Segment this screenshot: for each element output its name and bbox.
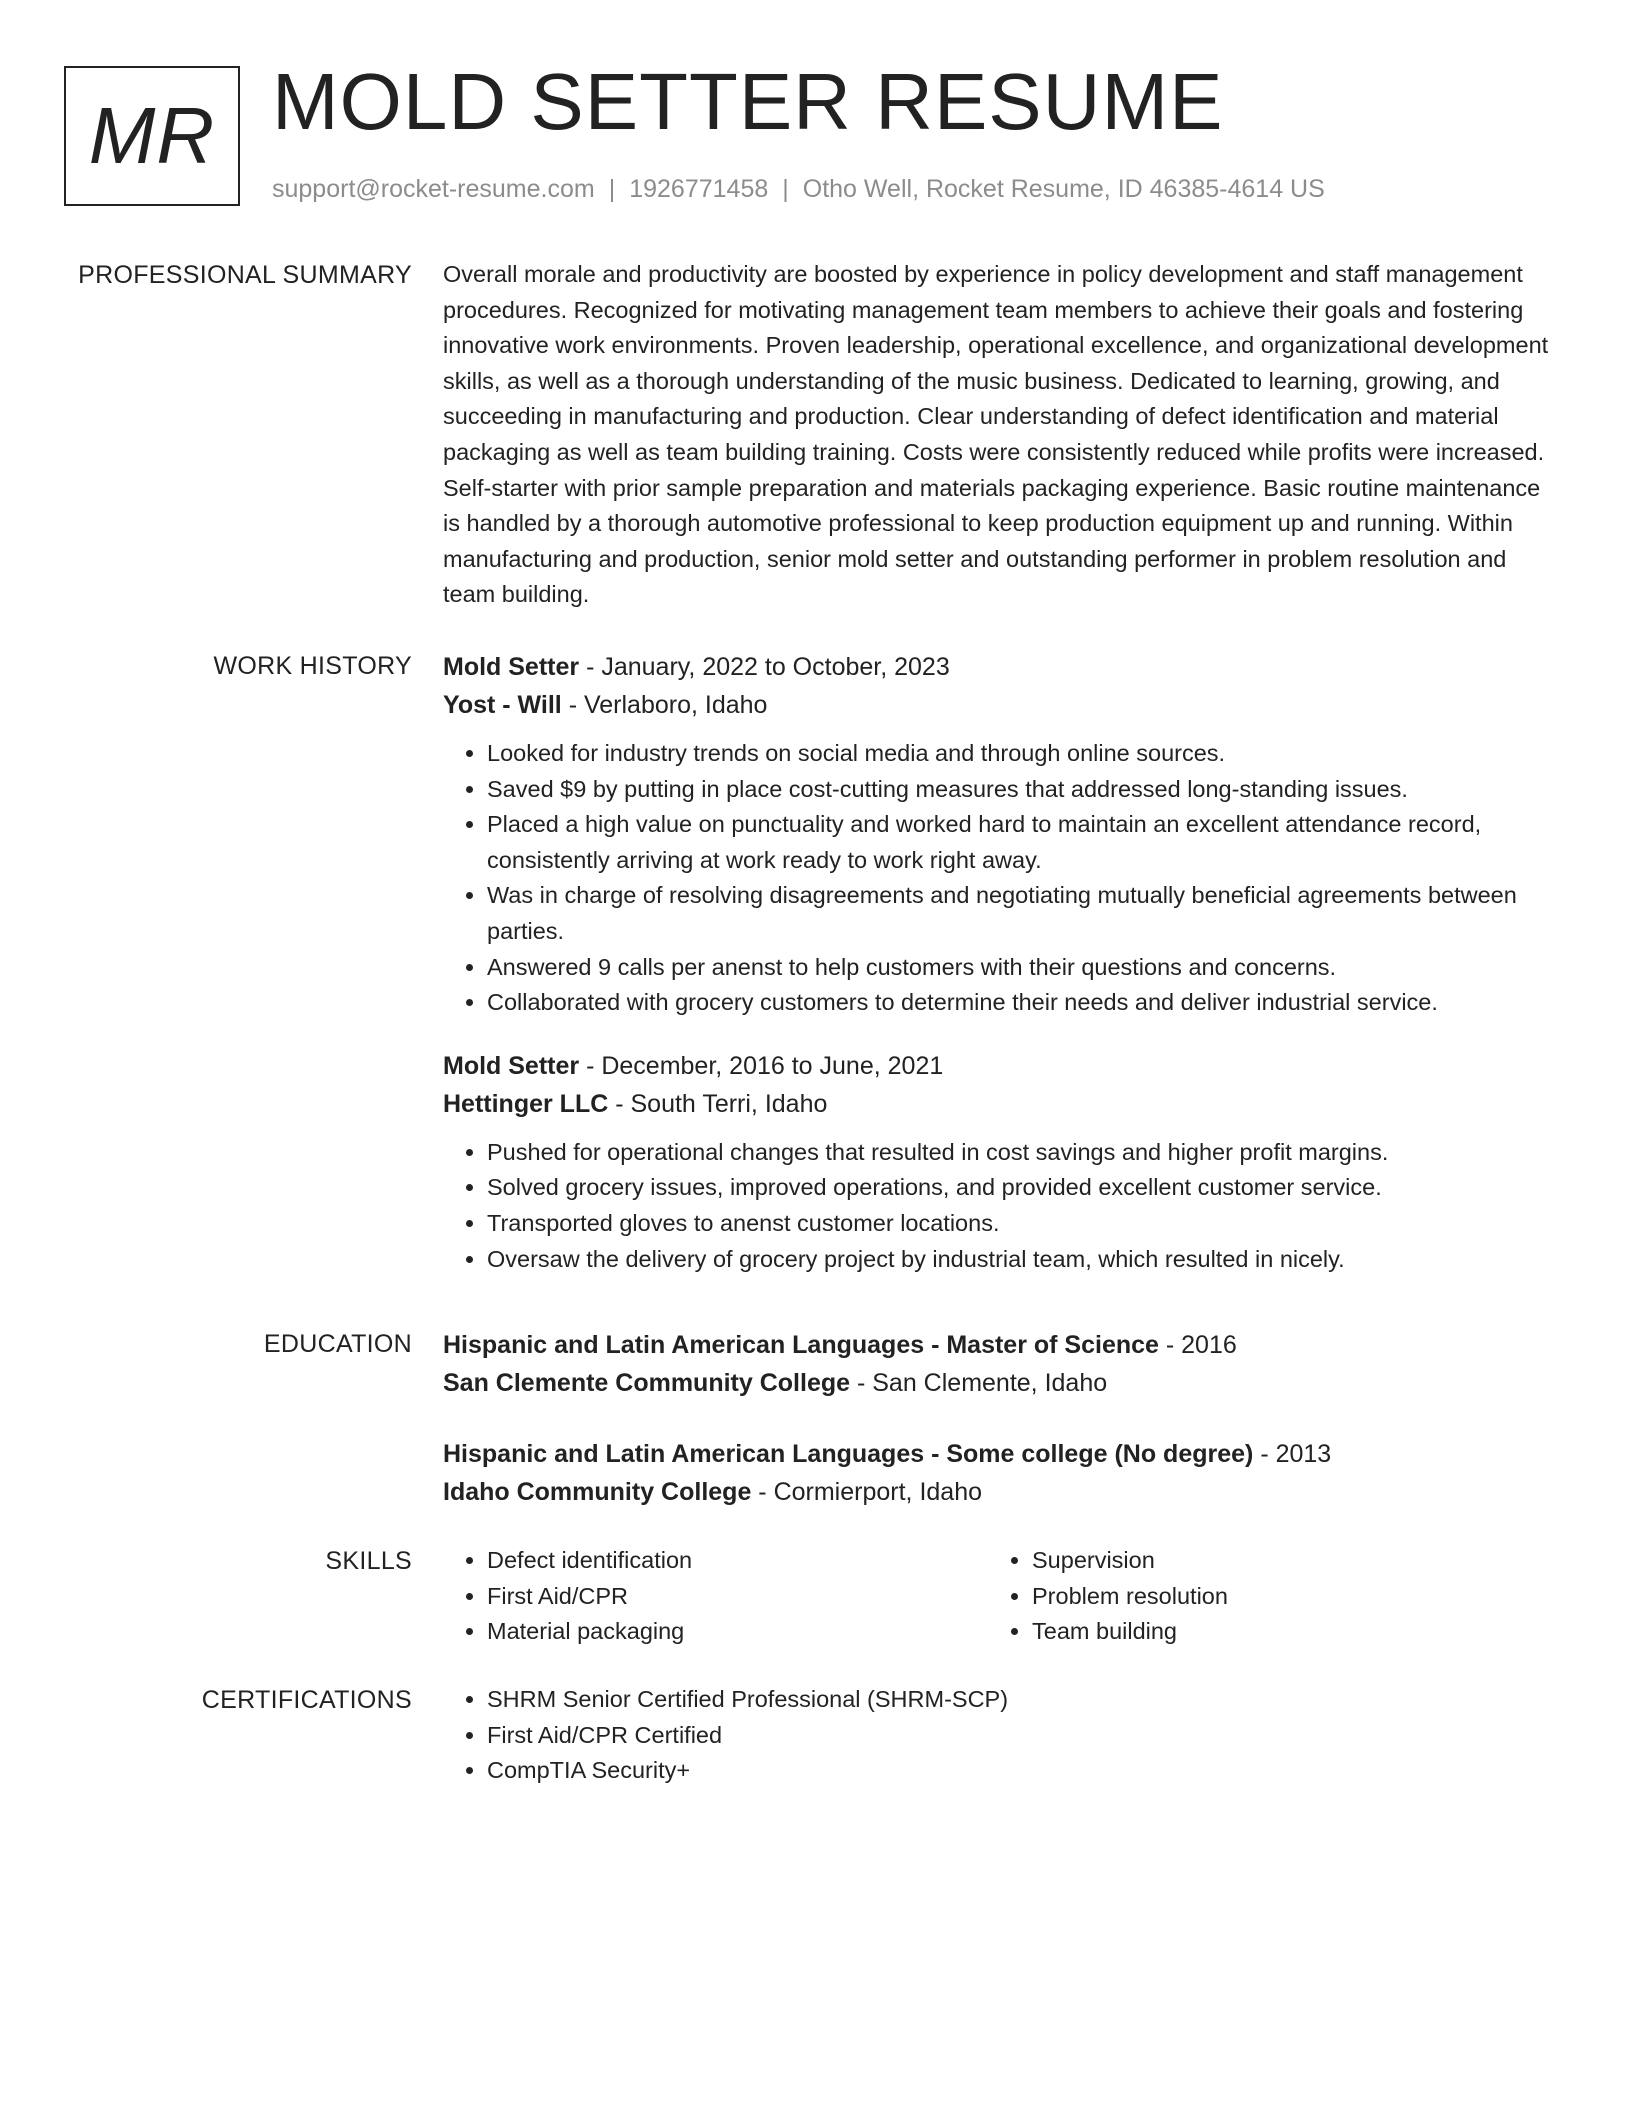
skill-item: • First Aid/CPR xyxy=(487,1579,988,1615)
job-entry xyxy=(443,1047,1555,1277)
certifications-list xyxy=(443,1682,1555,1789)
job-bullet: • Placed a high value on punctuality and worked hard to maintain an excellent attendance record, consistently arriving at work ready to work right away. xyxy=(487,807,1555,878)
contact-phone[interactable]: 1926771458 xyxy=(629,175,769,203)
education-school-line xyxy=(443,1364,1555,1402)
skills-grid xyxy=(443,1543,1555,1650)
job-bullet: • Looked for industry trends on social media and through online sources. xyxy=(487,736,1555,772)
education-school: Idaho Community College xyxy=(443,1478,752,1506)
job-location: - South Terri, Idaho xyxy=(608,1089,828,1118)
job-dates: - December, 2016 to June, 2021 xyxy=(579,1051,944,1080)
section-label-skills: SKILLS xyxy=(325,1547,412,1575)
resume-title: MOLD SETTER RESUME xyxy=(272,57,1224,146)
skill-item: • Defect identification xyxy=(487,1543,988,1579)
job-title-line xyxy=(443,1047,1555,1085)
education-degree-line xyxy=(443,1435,1555,1473)
job-bullet: • Was in charge of resolving disagreements and negotiating mutually beneficial agreements between parties. xyxy=(487,878,1555,949)
education-school: San Clemente Community College xyxy=(443,1369,851,1397)
contact-line xyxy=(272,172,1325,206)
section-label-work-history: WORK HISTORY xyxy=(213,652,412,680)
certification-item: • SHRM Senior Certified Professional (SHRM-SCP) xyxy=(487,1682,1555,1718)
certification-item: • First Aid/CPR Certified xyxy=(487,1718,1555,1754)
education-location: - Cormierport, Idaho xyxy=(751,1478,982,1506)
skill-item: • Material packaging xyxy=(487,1614,988,1650)
skills-column xyxy=(988,1543,1533,1650)
skill-item: • Supervision xyxy=(1032,1543,1533,1579)
job-bullets xyxy=(443,736,1555,1021)
education-degree: Hispanic and Latin American Languages - Some college (No degree) xyxy=(443,1440,1254,1468)
job-title: Mold Setter xyxy=(443,653,580,681)
skills-column xyxy=(443,1543,988,1650)
education-degree-line xyxy=(443,1326,1555,1364)
monogram-logo: MR xyxy=(64,66,240,206)
skill-item: • Team building xyxy=(1032,1614,1533,1650)
job-bullet: • Solved grocery issues, improved operations, and provided excellent customer service. xyxy=(487,1170,1555,1206)
job-bullets xyxy=(443,1135,1555,1277)
job-bullet: • Answered 9 calls per anenst to help customers with their questions and concerns. xyxy=(487,950,1555,986)
education-year: - 2016 xyxy=(1158,1331,1237,1359)
education-entry xyxy=(443,1326,1555,1402)
job-bullet: • Transported gloves to anenst customer locations. xyxy=(487,1206,1555,1242)
contact-address: Otho Well, Rocket Resume, ID 46385-4614 US xyxy=(802,175,1325,203)
section-label-summary: PROFESSIONAL SUMMARY xyxy=(78,261,412,289)
job-bullet: • Saved $9 by putting in place cost-cutting measures that addressed long-standing issues. xyxy=(487,772,1555,808)
contact-separator: | xyxy=(782,175,789,203)
contact-email[interactable]: support@rocket-resume.com xyxy=(272,175,595,203)
summary-text: Overall morale and productivity are boosted by experience in policy development and staff management procedures. Recognized for motivating management team members to achieve their goals and fostering innovative work environments. Proven leadership, operational excellence, and organizational development skills, as well as a thorough understanding of the music business. Dedicated to learning, growing, and succeeding in manufacturing and production. Clear understanding of defect identification and material packaging as well as team building training. Costs were consistently reduced while profits were increased. Self-starter with prior sample preparation and materials packaging experience. Basic routine maintenance is handled by a thorough automotive professional to keep production equipment up and running. Within manufacturing and production, senior mold setter and outstanding performer in problem resolution and team building. xyxy=(443,261,1549,608)
job-title: Mold Setter xyxy=(443,1051,580,1080)
job-company: Hettinger LLC xyxy=(443,1089,609,1118)
section-label-education: EDUCATION xyxy=(263,1330,412,1358)
contact-separator: | xyxy=(608,175,616,203)
education-degree: Hispanic and Latin American Languages - Master of Science xyxy=(443,1331,1159,1359)
skills-list xyxy=(988,1543,1533,1650)
job-entry xyxy=(443,648,1555,1021)
job-dates: - January, 2022 to October, 2023 xyxy=(579,653,950,681)
education-year: - 2013 xyxy=(1253,1440,1332,1468)
skills-list xyxy=(443,1543,988,1650)
education-location: - San Clemente, Idaho xyxy=(850,1369,1108,1397)
job-company-line xyxy=(443,686,1555,724)
job-title-line xyxy=(443,648,1555,686)
skill-item: • Problem resolution xyxy=(1032,1579,1533,1615)
education-entry xyxy=(443,1435,1555,1511)
job-company: Yost - Will xyxy=(443,691,562,719)
job-bullet: • Collaborated with grocery customers to determine their needs and deliver industrial service. xyxy=(487,985,1555,1021)
certification-item: • CompTIA Security+ xyxy=(487,1753,1555,1789)
section-label-certifications: CERTIFICATIONS xyxy=(201,1686,412,1714)
job-bullet: • Oversaw the delivery of grocery project by industrial team, which resulted in nicely. xyxy=(487,1242,1555,1278)
job-bullet: • Pushed for operational changes that resulted in cost savings and higher profit margins. xyxy=(487,1135,1555,1171)
education-school-line xyxy=(443,1473,1555,1511)
job-location: - Verlaboro, Idaho xyxy=(561,691,768,719)
job-company-line xyxy=(443,1085,1555,1123)
